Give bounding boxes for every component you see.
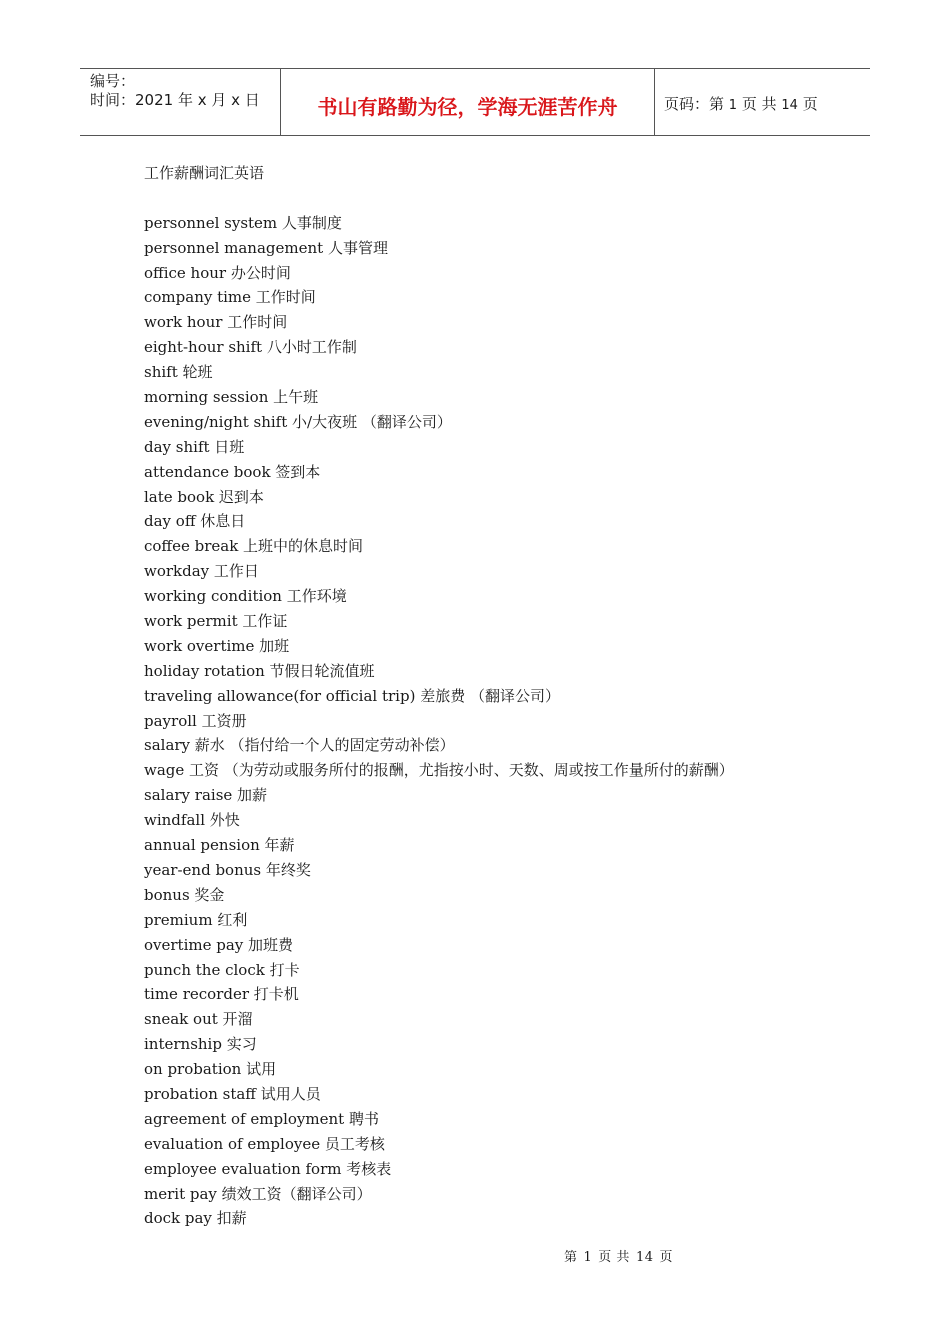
vocabulary-entry: overtime pay 加班费 (144, 935, 294, 954)
vocabulary-entry: probation staff 试用人员 (144, 1084, 321, 1103)
vocabulary-entry: year-end bonus 年终奖 (144, 860, 311, 879)
vocabulary-entry: annual pension 年薪 (144, 836, 295, 855)
vocabulary-entry: premium 红利 (144, 910, 248, 929)
vocabulary-entry: merit pay 绩效工资（翻译公司） (144, 1184, 372, 1203)
footer-suffix: 页 (659, 1250, 673, 1265)
footer-mid: 页 共 (598, 1250, 630, 1265)
vocabulary-entry: work overtime 加班 (144, 636, 290, 655)
page-header (80, 68, 870, 136)
vocabulary-entry: punch the clock 打卡 (144, 960, 300, 979)
footer-current-page: 1 (583, 1250, 593, 1265)
vocabulary-entry: personnel management 人事管理 (144, 238, 388, 257)
vocabulary-entry: eight-hour shift 八小时工作制 (144, 338, 357, 357)
vocabulary-entry: salary raise 加薪 (144, 786, 268, 805)
vocabulary-entry: salary 薪水 （指付给一个人的固定劳动补偿） (144, 736, 455, 755)
vocabulary-entry: working condition 工作环境 (144, 587, 347, 606)
vocabulary-entry: bonus 奖金 (144, 885, 225, 904)
vocabulary-entry: attendance book 签到本 (144, 462, 321, 481)
header-motto: 书山有路勤为径，学海无涯苦作舟 (281, 69, 655, 135)
vocabulary-entry: company time 工作时间 (144, 288, 316, 307)
vocabulary-entry: evening/night shift 小/大夜班 （翻译公司） (144, 412, 452, 431)
vocabulary-entry: agreement of employment 聘书 (144, 1109, 379, 1128)
page-footer (564, 1246, 679, 1265)
footer-total-pages: 14 (635, 1250, 654, 1265)
vocabulary-entry: wage 工资 （为劳动或服务所付的报酬，尤指按小时、天数、周或按工作量所付的薪酬） (144, 761, 734, 780)
vocabulary-entry: payroll 工资册 (144, 711, 247, 730)
header-meta (80, 69, 281, 135)
vocabulary-entry: holiday rotation 节假日轮流值班 (144, 661, 375, 680)
vocabulary-entry: sneak out 开溜 (144, 1010, 253, 1029)
vocabulary-list (144, 211, 864, 1232)
page-indicator-mid: 页 共 (737, 95, 782, 113)
page-indicator-prefix: 页码：第 (664, 95, 729, 113)
vocabulary-entry: coffee break 上班中的休息时间 (144, 537, 364, 556)
vocabulary-entry: employee evaluation form 考核表 (144, 1159, 392, 1178)
vocabulary-entry: dock pay 扣薪 (144, 1209, 247, 1228)
document-date: 时间：2021 年 x 月 x 日 (90, 91, 260, 109)
vocabulary-entry: workday 工作日 (144, 562, 259, 581)
vocabulary-entry: office hour 办公时间 (144, 263, 291, 282)
vocabulary-entry: day off 休息日 (144, 512, 246, 531)
vocabulary-entry: late book 迟到本 (144, 487, 264, 506)
vocabulary-entry: on probation 试用 (144, 1060, 277, 1079)
page-indicator-total: 14 (781, 98, 798, 113)
vocabulary-entry: shift 轮班 (144, 363, 213, 382)
vocabulary-entry: internship 实习 (144, 1035, 257, 1054)
vocabulary-entry: traveling allowance(for official trip) 差旅费 （翻译公司） (144, 686, 560, 705)
page-indicator-suffix: 页 (797, 95, 818, 113)
header-page-indicator (655, 69, 870, 135)
page-indicator-current: 1 (728, 98, 738, 113)
vocabulary-entry: personnel system 人事制度 (144, 213, 342, 232)
vocabulary-entry: windfall 外快 (144, 811, 240, 830)
document-body (144, 161, 864, 1231)
footer-prefix: 第 (564, 1250, 578, 1265)
vocabulary-entry: time recorder 打卡机 (144, 985, 299, 1004)
document-number-label: 编号： (90, 72, 136, 90)
vocabulary-entry: work permit 工作证 (144, 612, 288, 631)
vocabulary-entry: day shift 日班 (144, 437, 245, 456)
vocabulary-entry: evaluation of employee 员工考核 (144, 1134, 385, 1153)
vocabulary-entry: work hour 工作时间 (144, 313, 288, 332)
vocabulary-entry: morning session 上午班 (144, 388, 319, 407)
document-title: 工作薪酬词汇英语 (144, 164, 265, 182)
